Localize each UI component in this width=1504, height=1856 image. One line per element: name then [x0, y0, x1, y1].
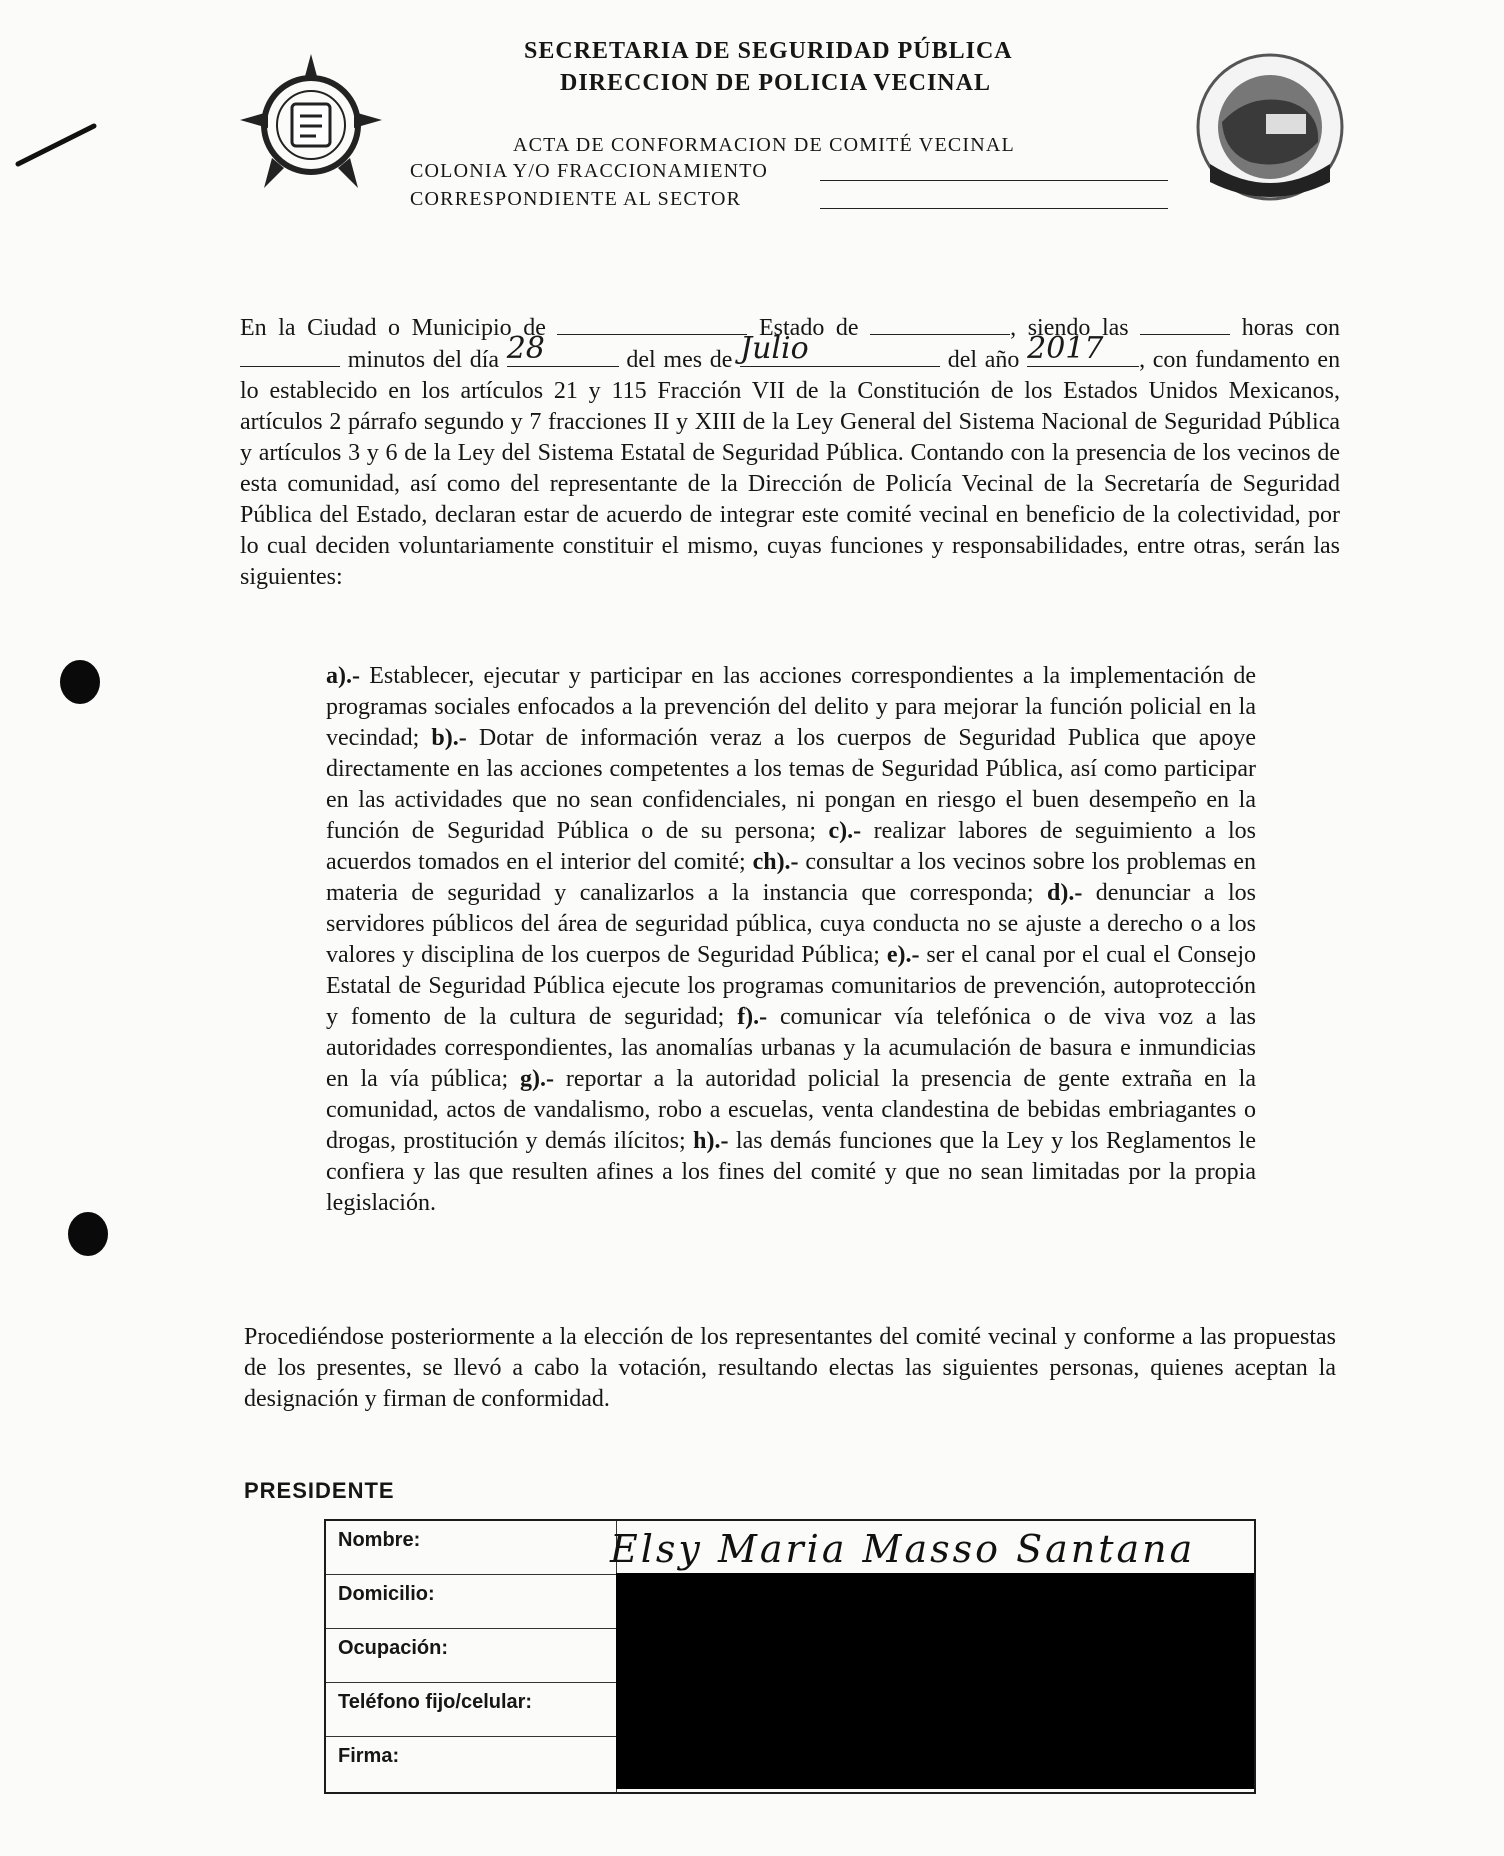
punch-hole-top — [60, 660, 100, 704]
punch-hole-bottom — [68, 1212, 108, 1256]
intro-paragraph — [240, 312, 1340, 593]
anio-field[interactable] — [1027, 331, 1139, 367]
intro-text-siendo: , siendo las — [1010, 315, 1129, 341]
item-ch-text: consultar a los vecinos sobre los problemas en materia de seguridad y canalizarlos a la instancia que corresponda; — [326, 849, 1257, 906]
act-title: ACTA DE CONFORMACION DE COMITÉ VECINAL — [513, 134, 1015, 156]
closing-paragraph: Procediéndose posteriormente a la elección de los representantes del comité vecinal y conforme a las propuestas de los presentes, se llevó a cabo la votación, resultando electas las siguientes personas, quienes aceptan la designación y firman de conformidad. — [244, 1324, 1336, 1412]
item-e-text: ser el canal por el cual el Consejo Estatal de Seguridad Pública ejecute los programas comunitarios de prevención, autoprotección y fomento de la cultura de seguridad; — [326, 942, 1257, 1030]
header-secretaria: SECRETARIA DE SEGURIDAD PÚBLICA — [524, 38, 1013, 64]
state-council-seal — [1190, 52, 1350, 202]
estado-field[interactable] — [870, 312, 1010, 335]
item-b-key: b).- — [431, 725, 467, 751]
police-star-emblem — [236, 50, 386, 200]
item-h-text: las demás funciones que la Ley y los Reglamentos le confiera y las que resulten afines a los fines del comité y que no sean limitadas por la propia legislación. — [326, 1128, 1257, 1216]
mes-field[interactable] — [740, 331, 940, 367]
item-ch-key: ch).- — [752, 849, 799, 875]
item-g-text: reportar a la autoridad policial la presencia de gente extraña en la comunidad, actos de vandalismo, robo a escuelas, venta clandestina de bebidas embriagantes o drogas, prostitución y demás ilícitos; — [326, 1066, 1256, 1154]
presidente-title: PRESIDENTE — [244, 1478, 395, 1503]
intro-text-estado: Estado de — [759, 315, 859, 341]
item-d-text: denunciar a los servidores públicos del área de seguridad pública, cuya conducta no se ajuste a derecho o a los valores y disciplina de los cuerpos de Seguridad Pública; — [326, 880, 1257, 968]
anio-handwritten: 2017 — [1027, 331, 1104, 366]
intro-text-mes: del mes de — [626, 347, 733, 373]
intro-text-minutos: minutos del día — [347, 347, 500, 373]
intro-text-anio: del año — [947, 347, 1020, 373]
minutos-field[interactable] — [240, 344, 340, 367]
header-direccion: DIRECCION DE POLICIA VECINAL — [560, 70, 991, 96]
item-b-text: Dotar de información veraz a los cuerpos de Seguridad Publica que apoye directamente en las acciones competentes a los temas de Seguridad Pública, así como participar en las actividades que no sean confidenciales, ni pongan en riesgo el buen desempeño en la función de Seguridad Pública o de su persona; — [326, 725, 1256, 844]
label-ocupacion: Ocupación: — [338, 1637, 449, 1659]
intro-text-ciudad: En la Ciudad o Municipio de — [240, 315, 546, 341]
label-firma: Firma: — [338, 1745, 400, 1767]
colonia-label: COLONIA Y/O FRACCIONAMIENTO — [410, 160, 768, 182]
label-telefono: Teléfono fijo/celular: — [338, 1691, 533, 1713]
pen-mark — [14, 120, 104, 170]
dia-handwritten: 28 — [506, 331, 545, 366]
item-h-key: h).- — [693, 1128, 729, 1154]
municipio-field[interactable] — [557, 312, 747, 335]
label-nombre: Nombre: — [338, 1529, 421, 1551]
nombre-handwritten-value: Elsy Maria Masso Santana — [610, 1527, 1196, 1571]
redaction-block — [616, 1573, 1254, 1789]
sector-label: CORRESPONDIENTE AL SECTOR — [410, 188, 742, 210]
mes-handwritten: Julio — [740, 331, 809, 366]
horas-field[interactable] — [1140, 312, 1230, 335]
sector-field[interactable] — [820, 208, 1168, 209]
item-d-key: d).- — [1047, 880, 1083, 906]
label-domicilio: Domicilio: — [338, 1583, 435, 1605]
item-c-text: realizar labores de seguimiento a los acuerdos tomados en el interior del comité; — [326, 818, 1257, 875]
item-g-key: g).- — [520, 1066, 555, 1092]
item-c-key: c).- — [828, 818, 862, 844]
dia-field[interactable] — [506, 331, 619, 367]
colonia-field[interactable] — [820, 180, 1168, 181]
item-f-key: f).- — [737, 1004, 768, 1030]
item-f-text: comunicar vía telefónica o de viva voz a las autoridades correspondientes, las anomalías urbanas y la acumulación de basura e inmundicias en la vía pública; — [326, 1004, 1256, 1092]
item-a-text: Establecer, ejecutar y participar en las acciones correspondientes a la implementación de programas sociales enfocados a la prevención del delito y para mejorar la función policial en la vecindad; — [326, 663, 1256, 751]
item-a-key: a).- — [326, 663, 360, 689]
intro-text-horas: horas con — [1241, 315, 1340, 341]
item-e-key: e).- — [886, 942, 920, 968]
functions-paragraph — [326, 661, 1256, 1219]
intro-text-fundamento: , con fundamento en lo establecido en los artículos 21 y 115 Fracción VII de la Constitución de los Estados Unidos Mexicanos, artículos 2 párrafo segundo y 7 fracciones II y XIII de la Ley General del Sistema Nacional de Seguridad Pública y artículos 3 y 6 de la Ley del Sistema Estatal de Seguridad Pública. Contando con la presencia de los vecinos de esta comunidad, así como del representante de la Dirección de Policía Vecinal de la Secretaría de Seguridad Pública del Estado, declaran estar de acuerdo de integrar este comité vecinal en beneficio de la colectividad, por lo cual deciden voluntariamente constituir el mismo, cuyas funciones y responsabilidades, entre otras, serán las siguientes: — [240, 347, 1341, 590]
